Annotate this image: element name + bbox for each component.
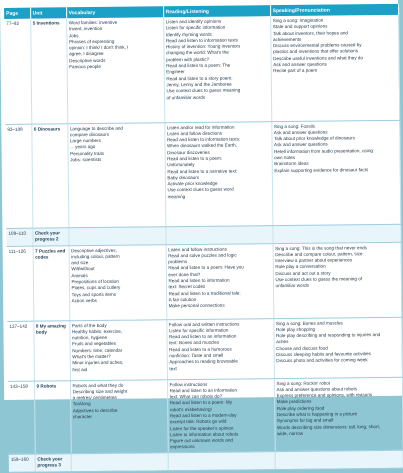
reading-listening-cell <box>168 451 275 470</box>
cell-line: changing the world: What's the <box>166 50 229 56</box>
table-body <box>4 15 403 472</box>
vocabulary-cell <box>66 17 164 123</box>
header-unit: Unit <box>30 7 66 18</box>
cell-line: 8 My amazing <box>35 322 66 329</box>
speaking-pronunciation-cell <box>273 242 402 318</box>
cell-line: Ask and answer questions <box>273 61 327 68</box>
cell-line: codes <box>35 254 49 260</box>
cell-line: ever done that? <box>168 271 201 277</box>
cell-line: Make personal connections <box>168 302 225 309</box>
cell-line: Use context clues to guess the meaning of <box>275 276 363 283</box>
cell-line: Read and listen to a poem: <box>167 155 223 162</box>
reading-listening-cell <box>166 318 274 379</box>
cell-line: Talk about inventors, their hopes and <box>272 29 348 36</box>
cell-line: Jobs <box>68 32 79 38</box>
cell-line: Listen and identify opinions <box>165 18 222 25</box>
cell-line: Fruits and vegetables <box>72 341 117 347</box>
cell-line: Discuss environmental problems caused by <box>272 42 362 49</box>
cell-line: Talk about prior knowledge of dinosaurs <box>273 135 355 142</box>
table-row <box>7 242 402 321</box>
cell-line: Role play ordering food <box>276 405 325 411</box>
cell-line: text: Secret codes <box>168 284 206 290</box>
unit-name <box>32 227 68 245</box>
cell-line: opinion: I think/ I don't think, I <box>68 44 129 51</box>
cell-line: Follow instructions <box>169 381 208 387</box>
cell-line: Will/without <box>71 266 95 272</box>
cell-line: Figure out unknown words and <box>170 437 233 444</box>
page-range: 77–92 <box>4 19 31 124</box>
cell-line: unfamiliar words <box>275 283 309 289</box>
cell-line: 5 Inventions <box>32 20 60 26</box>
cell-line: robot's misbehaving! <box>169 406 212 412</box>
speaking-pronunciation-cell <box>273 317 402 378</box>
table-row <box>5 120 400 228</box>
cell-line: excerpt tale: Robots go wild <box>169 418 227 425</box>
cell-line: achievements <box>272 36 302 43</box>
cell-line: To/Along <box>72 401 91 407</box>
cell-line: Large numbers <box>69 138 101 144</box>
cell-line: Engineer <box>166 69 185 75</box>
reading-listening-cell <box>163 16 271 122</box>
cell-line: Unfortunately <box>167 162 195 168</box>
vocabulary-cell <box>71 453 168 472</box>
cell-line: Minor injuries and aches, <box>72 360 124 366</box>
cell-line: text <box>169 365 177 371</box>
cell-line: Descriptive adjectives, <box>71 247 117 253</box>
cell-line: ... years ago <box>70 144 96 150</box>
cell-line: text: What can robots do? <box>169 393 223 400</box>
cell-line: progress 3 <box>37 462 61 468</box>
table-row <box>8 377 403 454</box>
cell-line: Role play a conversation <box>275 263 326 270</box>
cell-line: Toys and sports items <box>71 291 117 297</box>
cell-line: including colour, pattern <box>71 253 120 260</box>
page-range: 159–160 <box>9 454 35 472</box>
cell-line: plastics and inventions that offer solutions <box>273 48 359 55</box>
cell-line: Identify rhyming words <box>165 31 212 37</box>
cell-line: Animals <box>71 272 88 278</box>
cell-line: Listen for specific information <box>165 24 226 31</box>
table-row <box>4 15 399 124</box>
cell-line: meaning <box>167 193 186 200</box>
cell-line: Follow oral and written instructions <box>168 321 240 327</box>
cell-line: Read and listen to a poem: Have you <box>168 264 244 271</box>
cell-line: State and support opinions <box>272 23 328 30</box>
cell-line: Numbers: time, calendar <box>72 347 123 353</box>
cell-line: Words describing size dimensions: tall, long, short, <box>276 423 381 430</box>
cell-line: Listen for the speaker's opinion <box>169 425 234 431</box>
cell-line: Ask and answer questions <box>274 141 328 148</box>
cell-line: Recite part of a poem <box>273 68 318 74</box>
cell-line: Read and listen to an information <box>169 387 238 394</box>
vocabulary-cell <box>70 379 168 453</box>
page-range: 109–110 <box>6 228 32 246</box>
cell-line: Brainstorm ideas <box>274 161 309 167</box>
cell-line: 6 Dinosaurs <box>33 125 61 132</box>
cell-line: Parts of the body <box>71 322 107 328</box>
cell-line: Listen for specific information <box>168 327 229 334</box>
cell-line: Read and listen to a poem: The <box>166 62 231 69</box>
header-speaking-pronunciation: Speaking/Pronunciation <box>270 4 398 16</box>
cell-line: Role play describing and responding to injuries and <box>276 332 381 339</box>
vocabulary-cell <box>69 244 167 320</box>
cell-line: Descriptive words <box>69 57 106 64</box>
cell-line: Synonyms for big and small <box>276 417 334 424</box>
cell-line: Action verbs <box>71 297 97 304</box>
cell-line: agree, I disagree <box>69 51 104 57</box>
cell-line: Activate prior knowledge <box>167 180 218 187</box>
reading-listening-cell <box>165 225 272 244</box>
unit-name <box>33 320 70 380</box>
cell-line: Describing size and weight <box>72 388 128 395</box>
cell-line: Discuss sleeping habits and favourite activities <box>276 351 371 358</box>
cell-line: Listen to information about robots <box>170 431 239 438</box>
reading-listening-cell <box>166 243 274 319</box>
page-range: 127–142 <box>7 321 34 381</box>
curriculum-table <box>4 4 403 473</box>
page-range: 143–158 <box>8 381 35 455</box>
cell-line: Read and listen to a traditional tale: <box>168 290 241 296</box>
cell-line: Read and listen to a modern-day <box>169 412 237 419</box>
cell-line: Baby dinosaurs <box>167 174 200 181</box>
cell-line: Robots and what they do <box>72 382 124 388</box>
cell-line: Phrases of expressing <box>68 38 115 45</box>
cell-line: Discuss photo and activities for coming week <box>276 357 368 364</box>
cell-line: Sing a song: Imagination <box>272 17 324 24</box>
header-page: Page <box>4 8 30 19</box>
cell-line: Read and listen to an information <box>169 333 237 340</box>
cell-line: Famous people <box>69 64 101 70</box>
cell-line: of unfamiliar words <box>166 94 206 100</box>
cell-line: Express preference and opinions, with reasons <box>276 392 373 399</box>
speaking-pronunciation-cell <box>275 450 403 469</box>
cell-line: Read and listen to a humorous <box>169 346 232 352</box>
cell-line: Read and solve puzzles and logic <box>168 252 237 259</box>
cell-line: aches <box>276 339 289 345</box>
vocabulary-cell <box>67 122 165 227</box>
cell-line: nonfiction: Taste and smell <box>169 352 224 359</box>
cell-line: Read and listen to a narrative text: <box>167 168 238 174</box>
speaking-pronunciation-cell <box>274 377 403 452</box>
cell-line: Make predictions <box>276 399 312 405</box>
vocabulary-cell <box>69 319 167 380</box>
cell-line: body <box>35 329 47 335</box>
table-row <box>7 317 402 381</box>
cell-line: Use context clues to guess word <box>167 187 234 193</box>
cell-line: Explain supporting evidence for dinosaur facts <box>274 166 369 173</box>
cell-line: Sing a song: Rockin' robot <box>276 380 331 386</box>
cell-line: Listen and/or read for information <box>166 124 235 130</box>
vocabulary-cell <box>68 226 165 245</box>
cell-line: compare dinosaurs <box>69 131 110 138</box>
cell-line: What's the matter? <box>72 353 111 360</box>
cell-line: Invent, invention <box>68 26 103 32</box>
cell-line: Role play shopping <box>275 326 316 332</box>
cell-line: Read and listen to information texts: <box>166 136 241 143</box>
cell-line: Choose and discuss food <box>276 345 328 351</box>
cell-line: Discuss and act out a story <box>275 270 331 276</box>
cell-line: and size <box>71 260 89 266</box>
cell-line: Language to describe and <box>69 125 124 131</box>
cell-line: When dinosaurs walked the Earth, <box>167 142 238 149</box>
cell-line: Describe useful inventions and what they do <box>273 54 364 61</box>
cell-line: Dinosaur discoveries <box>167 149 210 155</box>
cell-line: Retell information from audio presentation, using <box>274 147 373 154</box>
cell-line: Read and listen to a story poem: <box>166 75 233 81</box>
cell-line: a metres/ centimetres <box>72 394 117 401</box>
cell-line: Ask and answer questions <box>273 129 328 135</box>
unit-name <box>31 123 68 227</box>
table-row <box>9 450 403 472</box>
cell-line: Personality traits <box>70 150 105 156</box>
unit-name <box>34 380 71 454</box>
header-reading-listening: Reading/Listening <box>163 5 270 17</box>
cell-line: Listen and follow directions <box>166 130 223 137</box>
speaking-pronunciation-cell <box>272 224 400 243</box>
cell-line: Listen and follow instructions <box>168 246 227 252</box>
cell-line: A fair solution <box>168 296 197 303</box>
cell-line: expressions <box>170 444 195 450</box>
unit-name <box>30 18 67 123</box>
cell-line: Word families: inventive <box>68 19 118 26</box>
cell-line: Read and listen to a poem: My <box>169 399 233 406</box>
cell-line: Sing a song: This is the song that never ends <box>275 244 367 251</box>
cell-line: 9 Robots <box>36 382 57 389</box>
cell-line: Approaches to reading browsable <box>169 358 238 365</box>
cell-line: Read and listen to information texts <box>165 37 238 44</box>
unit-name <box>33 245 70 320</box>
cell-line: Sing a song: Bones and muscles <box>275 319 343 326</box>
cell-line: text: Bones and muscles <box>169 340 220 346</box>
cell-line: first aid <box>72 366 88 372</box>
cell-line: Interview a partner about experiences <box>275 257 353 264</box>
cell-line: Check your <box>34 229 60 236</box>
cell-line: Jenny, Lenny and the Jamboree <box>166 81 232 88</box>
unit-name <box>35 454 71 472</box>
cell-line: Adjectives to describe <box>72 407 118 413</box>
speaking-pronunciation-cell <box>270 15 399 121</box>
cell-line: problem with plastic? <box>166 56 210 63</box>
header-vocabulary: Vocabulary <box>66 6 163 18</box>
cell-line: History of invention: Young inventors <box>165 43 241 50</box>
reading-listening-cell <box>167 378 275 452</box>
cell-line: Jobs: scientists <box>70 156 102 163</box>
cell-line: own notes <box>274 154 296 161</box>
page-range: 93–108 <box>5 124 32 228</box>
page-range: 111–126 <box>7 246 34 321</box>
cell-line: Healthy habits: exercise, <box>71 328 123 335</box>
reading-listening-cell <box>164 121 272 226</box>
cell-line: character <box>72 414 93 420</box>
cell-line: Ask and answer questions about robots <box>276 386 358 392</box>
cell-line: Use context clues to guess meaning <box>166 87 241 94</box>
cell-line: Plates, cups and cutlery <box>71 285 121 291</box>
cell-line: Sing a song: Fossils <box>273 123 315 129</box>
cell-line: Read and listen to information <box>168 277 230 284</box>
cell-line: problems <box>168 259 188 265</box>
cell-line: 7 Puzzles and <box>35 247 66 254</box>
cell-line: progress 2 <box>34 236 59 242</box>
cell-line: wide, narrow <box>277 430 304 436</box>
cell-line: Describe what is happening in a picture <box>276 411 358 418</box>
cell-line: Describe and compare colour, pattern, size <box>275 251 363 257</box>
cell-line: Prepositions of location <box>71 278 119 285</box>
cell-line: Check your <box>37 456 63 462</box>
speaking-pronunciation-cell <box>271 120 400 225</box>
cell-line: nutrition, hygiene <box>72 334 108 341</box>
